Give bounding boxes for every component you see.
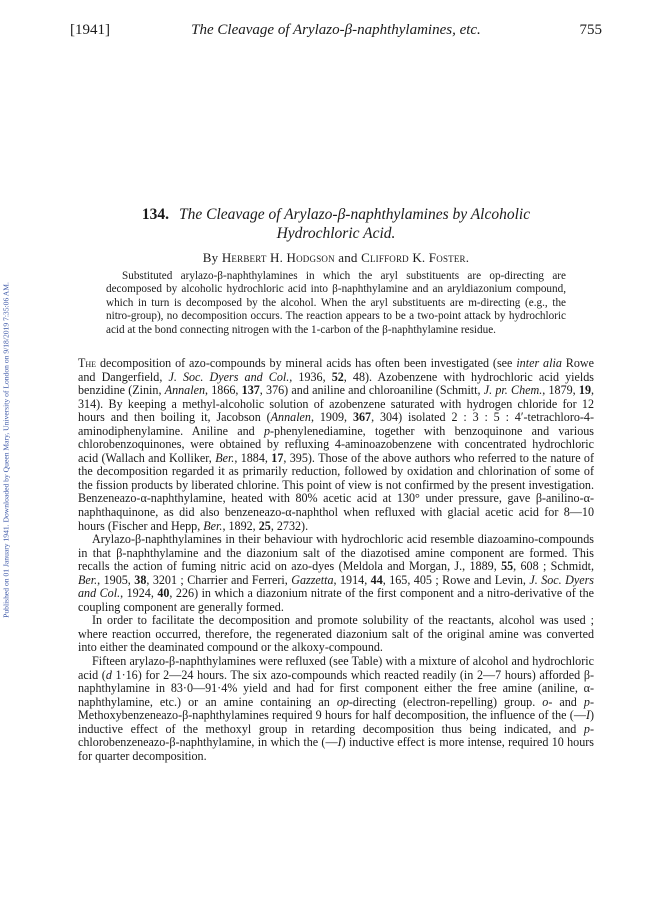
byline-by: By	[202, 250, 219, 265]
header-running-title: The Cleavage of Arylazo-β-naphthylamines, etc.	[191, 22, 481, 38]
article-title	[70, 205, 602, 224]
byline-and: and	[338, 250, 358, 265]
paragraph-4: Fifteen arylazo-β-naphthylamines were refluxed (see Table) with a mixture of alcohol and hydrochloric acid (d 1·16) for 2—24 hours. The six azo-compounds which reacted readily (in 2—7 hours) afforded β-naphthylamine in 83·0—91·4% yield and had for first component either the free amine (aniline, α-naphthylamine, etc.) or an amine containing an op-directing (electron-repelling) group. o- and p-Methoxybenzeneazo-β-naphthylamines required 9 hours for half decomposition, the influence of the (—I) inductive effect of the methoxyl group in retarding decomposition thus being indicated, and p-chlorobenzeneazo-β-naphthylamine, in which the (—I) inductive effect is more intense, required 10 hours for quarter decomposition.	[78, 654, 595, 763]
article-number: 134.	[141, 206, 169, 223]
byline	[70, 249, 602, 266]
abstract: Substituted arylazo-β-naphthylamines in which the aryl substituents are op-directing are decomposed by alcoholic hydrochloric acid into β-naphthylamine and an aryldiazonium compound, which in turn is decomposed by the alcohol. When the aryl substituents are m-directing (e.g., the nitro-group), no decomposition occurs. The reaction appears to be a two-point attack by hydrochloric acid at the bond connecting nitrogen with the 1-carbon of the β-naphthylamine residue.	[106, 270, 566, 336]
paragraph-1: The decomposition of azo-compounds by mineral acids has often been investigated (see inter alia Rowe and Dangerfield, J. Soc. Dyers and Col., 1936, 52, 48). Azobenzene with hydrochloric acid yields benzidine (Zinin, Annalen, 1866, 137, 376) and aniline and chloroaniline (Schmitt, J. pr. Chem., 1879, 19, 314). By keeping a methyl-alcoholic solution of azobenzene saturated with hydrogen chloride for 12 hours and then boiling it, Jacobson (Annalen, 1909, 367, 304) isolated 2 : 3 : 5 : 4′-tetrachloro-4-aminodiphenylamine. Aniline and p-phenylenediamine, together with benzoquinone and various chlorobenzoquinones, were obtained by refluxing 4-aminoazobenzene with concentrated hydrochloric acid (Wallach and Kolliker, Ber., 1884, 17, 395). Those of the above authors who referred to the nature of the decomposition regarded it as primarily reduction, followed by oxidation and chlorination of some of the fission products by liberated chlorine. This point of view is not confirmed by the present investigation. Benzeneazo-α-naphthylamine, heated with 80% acetic acid at 130° under pressure, gave β-anilino-α-naphthaquinone, as did also benzeneazo-α-naphthol when refluxed with glacial acetic acid for 8—10 hours (Fischer and Hepp, Ber., 1892, 25, 2732).	[78, 356, 595, 533]
title-line-2: Hydrochloric Acid.	[276, 225, 396, 242]
paragraph-3: In order to facilitate the decomposition and promote solubility of the reactants, alcohol was used ; where reaction occurred, therefore, the regenerated diazonium salt of the original amine was converted into either the deaminated compound or the alkoxy-compound.	[78, 613, 594, 655]
paragraph-2: Arylazo-β-naphthylamines in their behaviour with hydrochloric acid resemble diazoamino-compounds in that β-naphthylamine and the diazonium salt of the diazotised amine component are formed. This recalls the action of fuming nitric acid on azo-dyes (Meldola and Morgan, J., 1889, 55, 608 ; Schmidt, Ber., 1905, 38, 3201 ; Charrier and Ferreri, Gazzetta, 1914, 44, 165, 405 ; Rowe and Levin, J. Soc. Dyers and Col., 1924, 40, 226) in which a diazonium nitrate of the first component and a nitro-derivative of the coupling component are generally formed.	[78, 532, 595, 614]
article-body	[78, 357, 594, 763]
lead-word: The	[78, 356, 97, 370]
page-number: 755	[579, 22, 602, 38]
title-line-1: The Cleavage of Arylazo-β-naphthylamines by Alcoholic	[179, 206, 531, 223]
running-header	[70, 22, 602, 44]
margin-note-text[interactable]: Published on 01 January 1941. Downloaded by Queen Mary, University of London on 9/18/2019 7:35:06 AM.	[1, 282, 11, 618]
author-1: Herbert H. Hodgson	[221, 250, 335, 265]
article-heading	[70, 205, 602, 266]
author-2: Clifford K. Foster.	[361, 250, 470, 265]
header-year: [1941]	[70, 22, 110, 38]
